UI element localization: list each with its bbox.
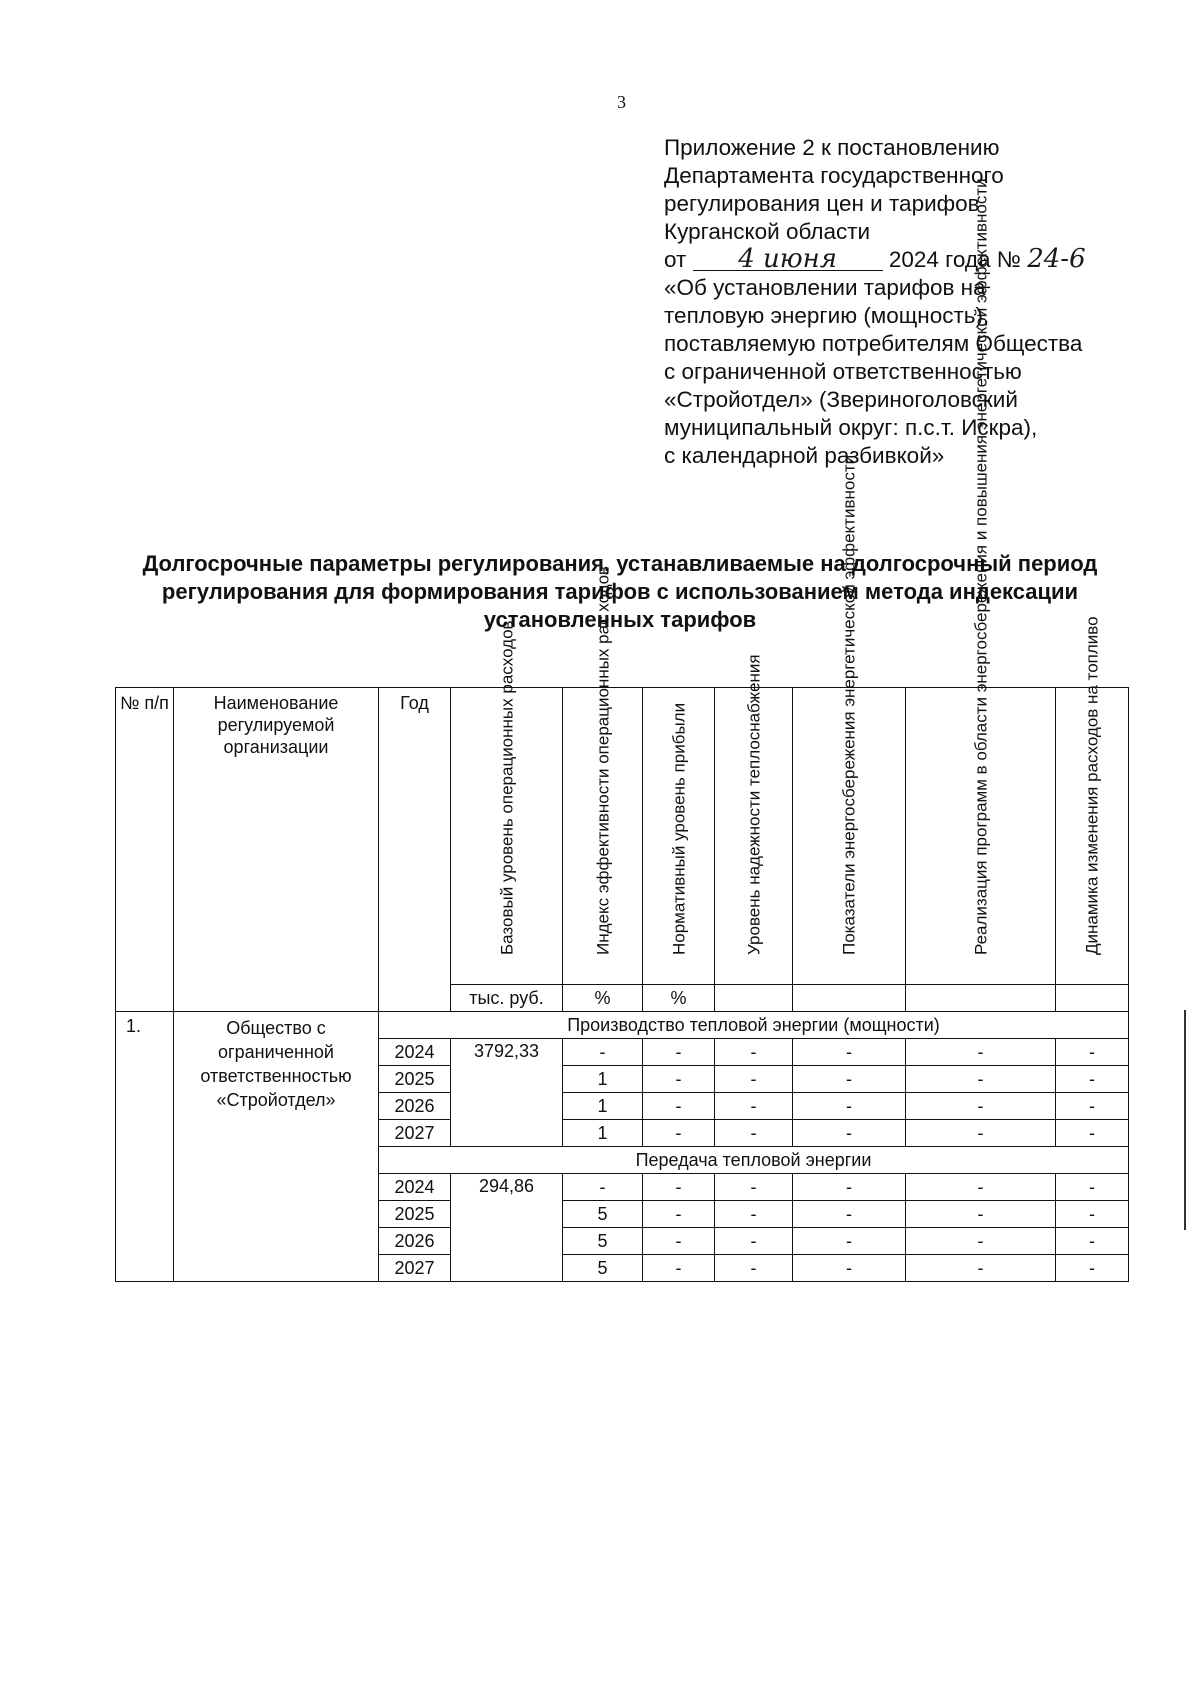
index-cell: - — [563, 1174, 643, 1201]
appendix-block — [664, 134, 1117, 470]
energy-cell: - — [793, 1093, 906, 1120]
energy-cell: - — [793, 1174, 906, 1201]
programs-cell: - — [906, 1174, 1056, 1201]
profit-cell: - — [643, 1039, 715, 1066]
header-energy — [793, 454, 906, 985]
header-profit — [643, 688, 715, 985]
header-org: Наименование регулируемой организации — [174, 688, 379, 1012]
section-title: Производство тепловой энергии (мощности) — [379, 1012, 1129, 1039]
fuel-cell: - — [1056, 1174, 1129, 1201]
header-base — [451, 620, 563, 985]
page-number: 3 — [617, 92, 626, 112]
energy-cell: - — [793, 1201, 906, 1228]
base-value: 294,86 — [451, 1174, 563, 1282]
year-cell: 2027 — [379, 1120, 451, 1147]
profit-cell: - — [643, 1174, 715, 1201]
programs-cell: - — [906, 1228, 1056, 1255]
year-cell: 2024 — [379, 1174, 451, 1201]
index-cell: 5 — [563, 1255, 643, 1282]
programs-cell: - — [906, 1255, 1056, 1282]
reliability-cell: - — [715, 1255, 793, 1282]
fuel-cell: - — [1056, 1039, 1129, 1066]
energy-cell: - — [793, 1120, 906, 1147]
year-cell: 2026 — [379, 1093, 451, 1120]
appendix-title-line: с ограниченной ответственностью — [664, 359, 1022, 384]
appendix-line: Департамента государственного — [664, 163, 1004, 188]
programs-cell: - — [906, 1201, 1056, 1228]
scan-edge-line — [1184, 1010, 1186, 1230]
header-index-text: Индекс эффективности операционных рас ходов — [593, 565, 612, 955]
programs-cell: - — [906, 1066, 1056, 1093]
index-cell: 5 — [563, 1201, 643, 1228]
programs-cell: - — [906, 1039, 1056, 1066]
handwritten-date: 4 июня — [693, 248, 883, 271]
appendix-title-line: поставляемую потребителям Общества — [664, 331, 1083, 356]
document-title: Долгосрочные параметры регулирования, устанавливаемые на долгосрочный период регулирования для формирования тарифов с использованием метода индексации установленных тарифов — [142, 551, 1098, 632]
base-value: 3792,33 — [451, 1039, 563, 1147]
reliability-cell: - — [715, 1201, 793, 1228]
reliability-cell: - — [715, 1120, 793, 1147]
year-text: 2024 года № — [888, 247, 1021, 272]
unit-index: % — [563, 985, 643, 1012]
section-title: Передача тепловой энергии — [379, 1147, 1129, 1174]
profit-cell: - — [643, 1066, 715, 1093]
appendix-date-line — [664, 246, 1117, 274]
year-cell: 2024 — [379, 1039, 451, 1066]
reliability-cell: - — [715, 1228, 793, 1255]
profit-cell: - — [643, 1201, 715, 1228]
handwritten-number: 24-6 — [1027, 244, 1086, 274]
row-number: 1. — [116, 1012, 174, 1282]
appendix-title-line: муниципальный округ: п.с.т. Искра), — [664, 415, 1038, 440]
energy-cell: - — [793, 1228, 906, 1255]
energy-cell: - — [793, 1255, 906, 1282]
header-row — [116, 688, 1129, 985]
appendix-title-line: «Стройотдел» (Звериноголовский — [664, 387, 1018, 412]
header-fuel — [1056, 616, 1129, 985]
date-prefix: от — [664, 247, 687, 272]
fuel-cell: - — [1056, 1066, 1129, 1093]
unit-empty — [906, 985, 1056, 1012]
energy-cell: - — [793, 1066, 906, 1093]
index-cell: 1 — [563, 1066, 643, 1093]
header-energy-text: Показатели энергосбережения энергетической эффективности — [839, 454, 859, 955]
energy-cell: - — [793, 1039, 906, 1066]
fuel-cell: - — [1056, 1120, 1129, 1147]
organization-name: Общество с ограниченной ответственностью «Стройотдел» — [174, 1012, 379, 1282]
header-reliability — [715, 654, 793, 985]
unit-empty — [1056, 985, 1129, 1012]
reliability-cell: - — [715, 1093, 793, 1120]
profit-cell: - — [643, 1120, 715, 1147]
header-year: Год — [379, 688, 451, 1012]
header-index — [563, 565, 643, 985]
header-num: № п/п — [116, 688, 174, 1012]
year-cell: 2026 — [379, 1228, 451, 1255]
appendix-title-line: «Об установлении тарифов на — [664, 275, 986, 300]
profit-cell: - — [643, 1093, 715, 1120]
header-reliability-text: Уровень надежности теплоснабжения — [744, 654, 763, 955]
header-programs-text: Реализация программ в области энергосбережения и повышения энергетической эффективности — [971, 178, 990, 955]
year-cell: 2025 — [379, 1201, 451, 1228]
header-fuel-text: Динамика изменения расходов на топливо — [1082, 616, 1102, 955]
year-cell: 2027 — [379, 1255, 451, 1282]
programs-cell: - — [906, 1093, 1056, 1120]
fuel-cell: - — [1056, 1201, 1129, 1228]
reliability-cell: - — [715, 1174, 793, 1201]
header-profit-text: Нормативный уровень прибыли — [669, 702, 688, 955]
appendix-title-line: тепловую энергию (мощность), — [664, 303, 990, 328]
appendix-line: регулирования цен и тарифов — [664, 191, 980, 216]
programs-cell: - — [906, 1120, 1056, 1147]
appendix-line: Приложение 2 к постановлению — [664, 135, 1000, 160]
profit-cell: - — [643, 1255, 715, 1282]
index-cell: 1 — [563, 1120, 643, 1147]
unit-empty — [793, 985, 906, 1012]
reliability-cell: - — [715, 1066, 793, 1093]
reliability-cell: - — [715, 1039, 793, 1066]
index-cell: 1 — [563, 1093, 643, 1120]
index-cell: - — [563, 1039, 643, 1066]
year-cell: 2025 — [379, 1066, 451, 1093]
unit-profit: % — [643, 985, 715, 1012]
fuel-cell: - — [1056, 1255, 1129, 1282]
fuel-cell: - — [1056, 1228, 1129, 1255]
appendix-line: Курганской области — [664, 219, 871, 244]
unit-base: тыс. руб. — [451, 985, 563, 1012]
index-cell: 5 — [563, 1228, 643, 1255]
header-base-text: Базовый уровень операционных расходов — [497, 620, 516, 955]
appendix-title-line: с календарной разбивкой» — [664, 443, 945, 468]
section-row — [116, 1012, 1129, 1039]
unit-empty — [715, 985, 793, 1012]
profit-cell: - — [643, 1228, 715, 1255]
fuel-cell: - — [1056, 1093, 1129, 1120]
